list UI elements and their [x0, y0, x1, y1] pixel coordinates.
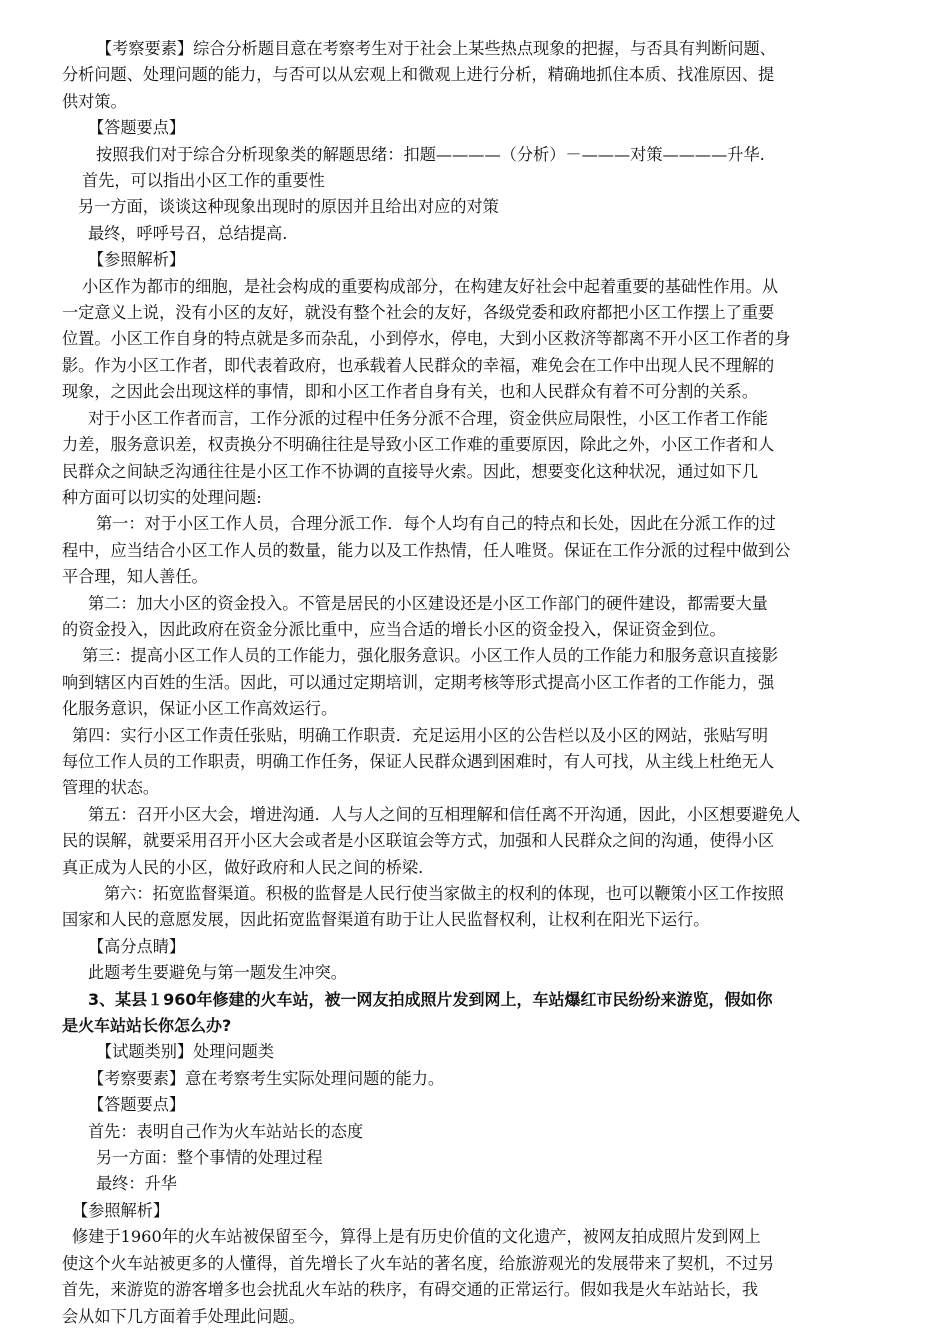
dati-heading: 【答题要点】 — [88, 118, 186, 138]
q3-para1-line-4: 会从如下几方面着手处理此问题。 — [62, 1306, 305, 1326]
point4-line-2: 每位工作人员的工作职责，明确工作任务，保证人民群众遇到困难时，有人可找，从主线上杜绝无人 — [62, 751, 775, 771]
point1-line-2: 程中，应当结合小区工作人员的数量，能力以及工作热情，任人唯贤。保证在工作分派的过程中做到公 — [62, 540, 791, 560]
kaocha-line-3: 供对策。 — [62, 91, 127, 111]
question3-title-line-2: 是火车站站长你怎么办? — [62, 1016, 232, 1036]
kaocha-heading: 【考察要素】 — [96, 39, 194, 58]
q3-para1-line-3: 首先，来游览的游客增多也会扰乱火车站的秩序，有碍交通的正常运行。假如我是火车站站长，我 — [62, 1280, 759, 1300]
dati-line-4: 最终，呼呼号召，总结提高. — [88, 223, 288, 243]
dati-line-1: 按照我们对于综合分析现象类的解题思绪：扣题————（分析）－———对策————升华. — [96, 144, 765, 164]
para2-line-2: 力差，服务意识差，权责换分不明确往往是导致小区工作难的重要原因，除此之外，小区工作者和人 — [62, 435, 775, 455]
point6-line-1: 第六：拓宽监督渠道。积极的监督是人民行使当家做主的权利的体现，也可以鞭策小区工作按照 — [104, 884, 784, 903]
q3-dati-heading: 【答题要点】 — [88, 1095, 186, 1115]
canzhao-heading: 【参照解析】 — [88, 250, 186, 270]
question3-title-line-1: 3、某县１960年修建的火车站，被一网友拍成照片发到网上，车站爆红市民纷纷来游览，假如你 — [88, 989, 773, 1009]
q3-kaocha: 【考察要素】意在考察考生实际处理问题的能力。 — [88, 1068, 445, 1088]
para1-line-1: 小区作为都市的细胞，是社会构成的重要构成部分，在构建友好社会中起着重要的基础性作用。从 — [82, 276, 779, 296]
point3-line-2: 响到辖区内百姓的生活。因此，可以通过定期培训，定期考核等形式提高小区工作者的工作能力，强 — [62, 672, 775, 692]
dati-line-2: 首先，可以指出小区工作的重要性 — [82, 171, 325, 191]
q3-dati-line-3: 最终：升华 — [96, 1174, 177, 1194]
para1-line-5: 现象，之因此会出现这样的事情，即和小区工作者自身有关，也和人民群众有着不可分割的关系。 — [62, 382, 759, 402]
para2-line-1: 对于小区工作者而言，工作分派的过程中任务分派不合理，资金供应局限性，小区工作者工作能 — [88, 408, 768, 428]
q3-canzhao-heading: 【参照解析】 — [72, 1200, 170, 1220]
q3-para1-line-1: 修建于1960年的火车站被保留至今，算得上是有历史价值的文化遗产，被网友拍成照片发到网上 — [72, 1227, 761, 1247]
point6-line-2: 国家和人民的意愿发展，因此拓宽监督渠道有助于让人民监督权利，让权利在阳光下运行。 — [62, 910, 710, 930]
q3-para1-line-2: 使这个火车站被更多的人懂得，首先增长了火车站的著名度，给旅游观光的发展带来了契机，不过另 — [62, 1253, 775, 1273]
q3-dati-line-1: 首先：表明自己作为火车站站长的态度 — [88, 1121, 364, 1141]
point1-line-3: 平合理，知人善任。 — [62, 567, 208, 587]
para2-line-3: 民群众之间缺乏沟通往往是小区工作不协调的直接导火索。因此，想要变化这种状况，通过如下几 — [62, 461, 759, 481]
point2-line-2: 的资金投入，因此政府在资金分派比重中，应当合适的增长小区的资金投入，保证资金到位。 — [62, 619, 726, 639]
point5-line-3: 真正成为人民的小区，做好政府和人民之间的桥梁. — [62, 857, 424, 877]
para1-line-3: 位置。小区工作自身的特点就是多而杂乱，小到停水，停电，大到小区救济等都离不开小区工作者的身 — [62, 329, 791, 349]
para1-line-4: 影。作为小区工作者，即代表着政府，也承载着人民群众的幸福，难免会在工作中出现人民不理解的 — [62, 355, 775, 375]
point3-line-1: 第三：提高小区工作人员的工作能力，强化服务意识。小区工作人员的工作能力和服务意识直接影 — [82, 646, 779, 666]
point5-line-2: 民的误解，就要采用召开小区大会或者是小区联谊会等方式，加强和人民群众之间的沟通，使得小区 — [62, 831, 775, 851]
dati-line-3: 另一方面，谈谈这种现象出现时的原因并且给出对应的对策 — [78, 197, 499, 217]
q3-leibie: 【试题类别】处理问题类 — [96, 1042, 275, 1062]
gaofen-line-1: 此题考生要避免与第一题发生冲突。 — [88, 963, 347, 983]
para1-line-2: 一定意义上说，没有小区的友好，就没有整个社会的友好，各级党委和政府都把小区工作摆上了重要 — [62, 303, 775, 323]
kaocha-line-2: 分析问题、处理问题的能力，与否可以从宏观上和微观上进行分析，精确地抓住本质、找准原因、提 — [62, 65, 775, 85]
q3-dati-line-2: 另一方面：整个事情的处理过程 — [96, 1148, 323, 1168]
para2-line-4: 种方面可以切实的处理问题: — [62, 487, 262, 507]
kaocha-line-1: 【考察要素】综合分析题目意在考察考生对于社会上某些热点现象的把握，与否具有判断问题、 — [96, 39, 776, 58]
point2-line-1: 第二：加大小区的资金投入。不管是居民的小区建设还是小区工作部门的硬件建设，都需要大量 — [88, 593, 768, 613]
point4-line-1: 第四：实行小区工作责任张贴，明确工作职责．充足运用小区的公告栏以及小区的网站，张贴写明 — [72, 725, 769, 745]
point1-line-1: 第一：对于小区工作人员，合理分派工作．每个人均有自己的特点和长处，因此在分派工作的过 — [96, 514, 776, 534]
gaofen-heading: 【高分点睛】 — [88, 936, 186, 956]
point4-line-3: 管理的状态。 — [62, 778, 160, 798]
point5-line-1: 第五：召开小区大会，增进沟通．人与人之间的互相理解和信任离不开沟通，因此，小区想要避免人 — [88, 804, 801, 824]
point3-line-3: 化服务意识，保证小区工作高效运行。 — [62, 699, 338, 719]
